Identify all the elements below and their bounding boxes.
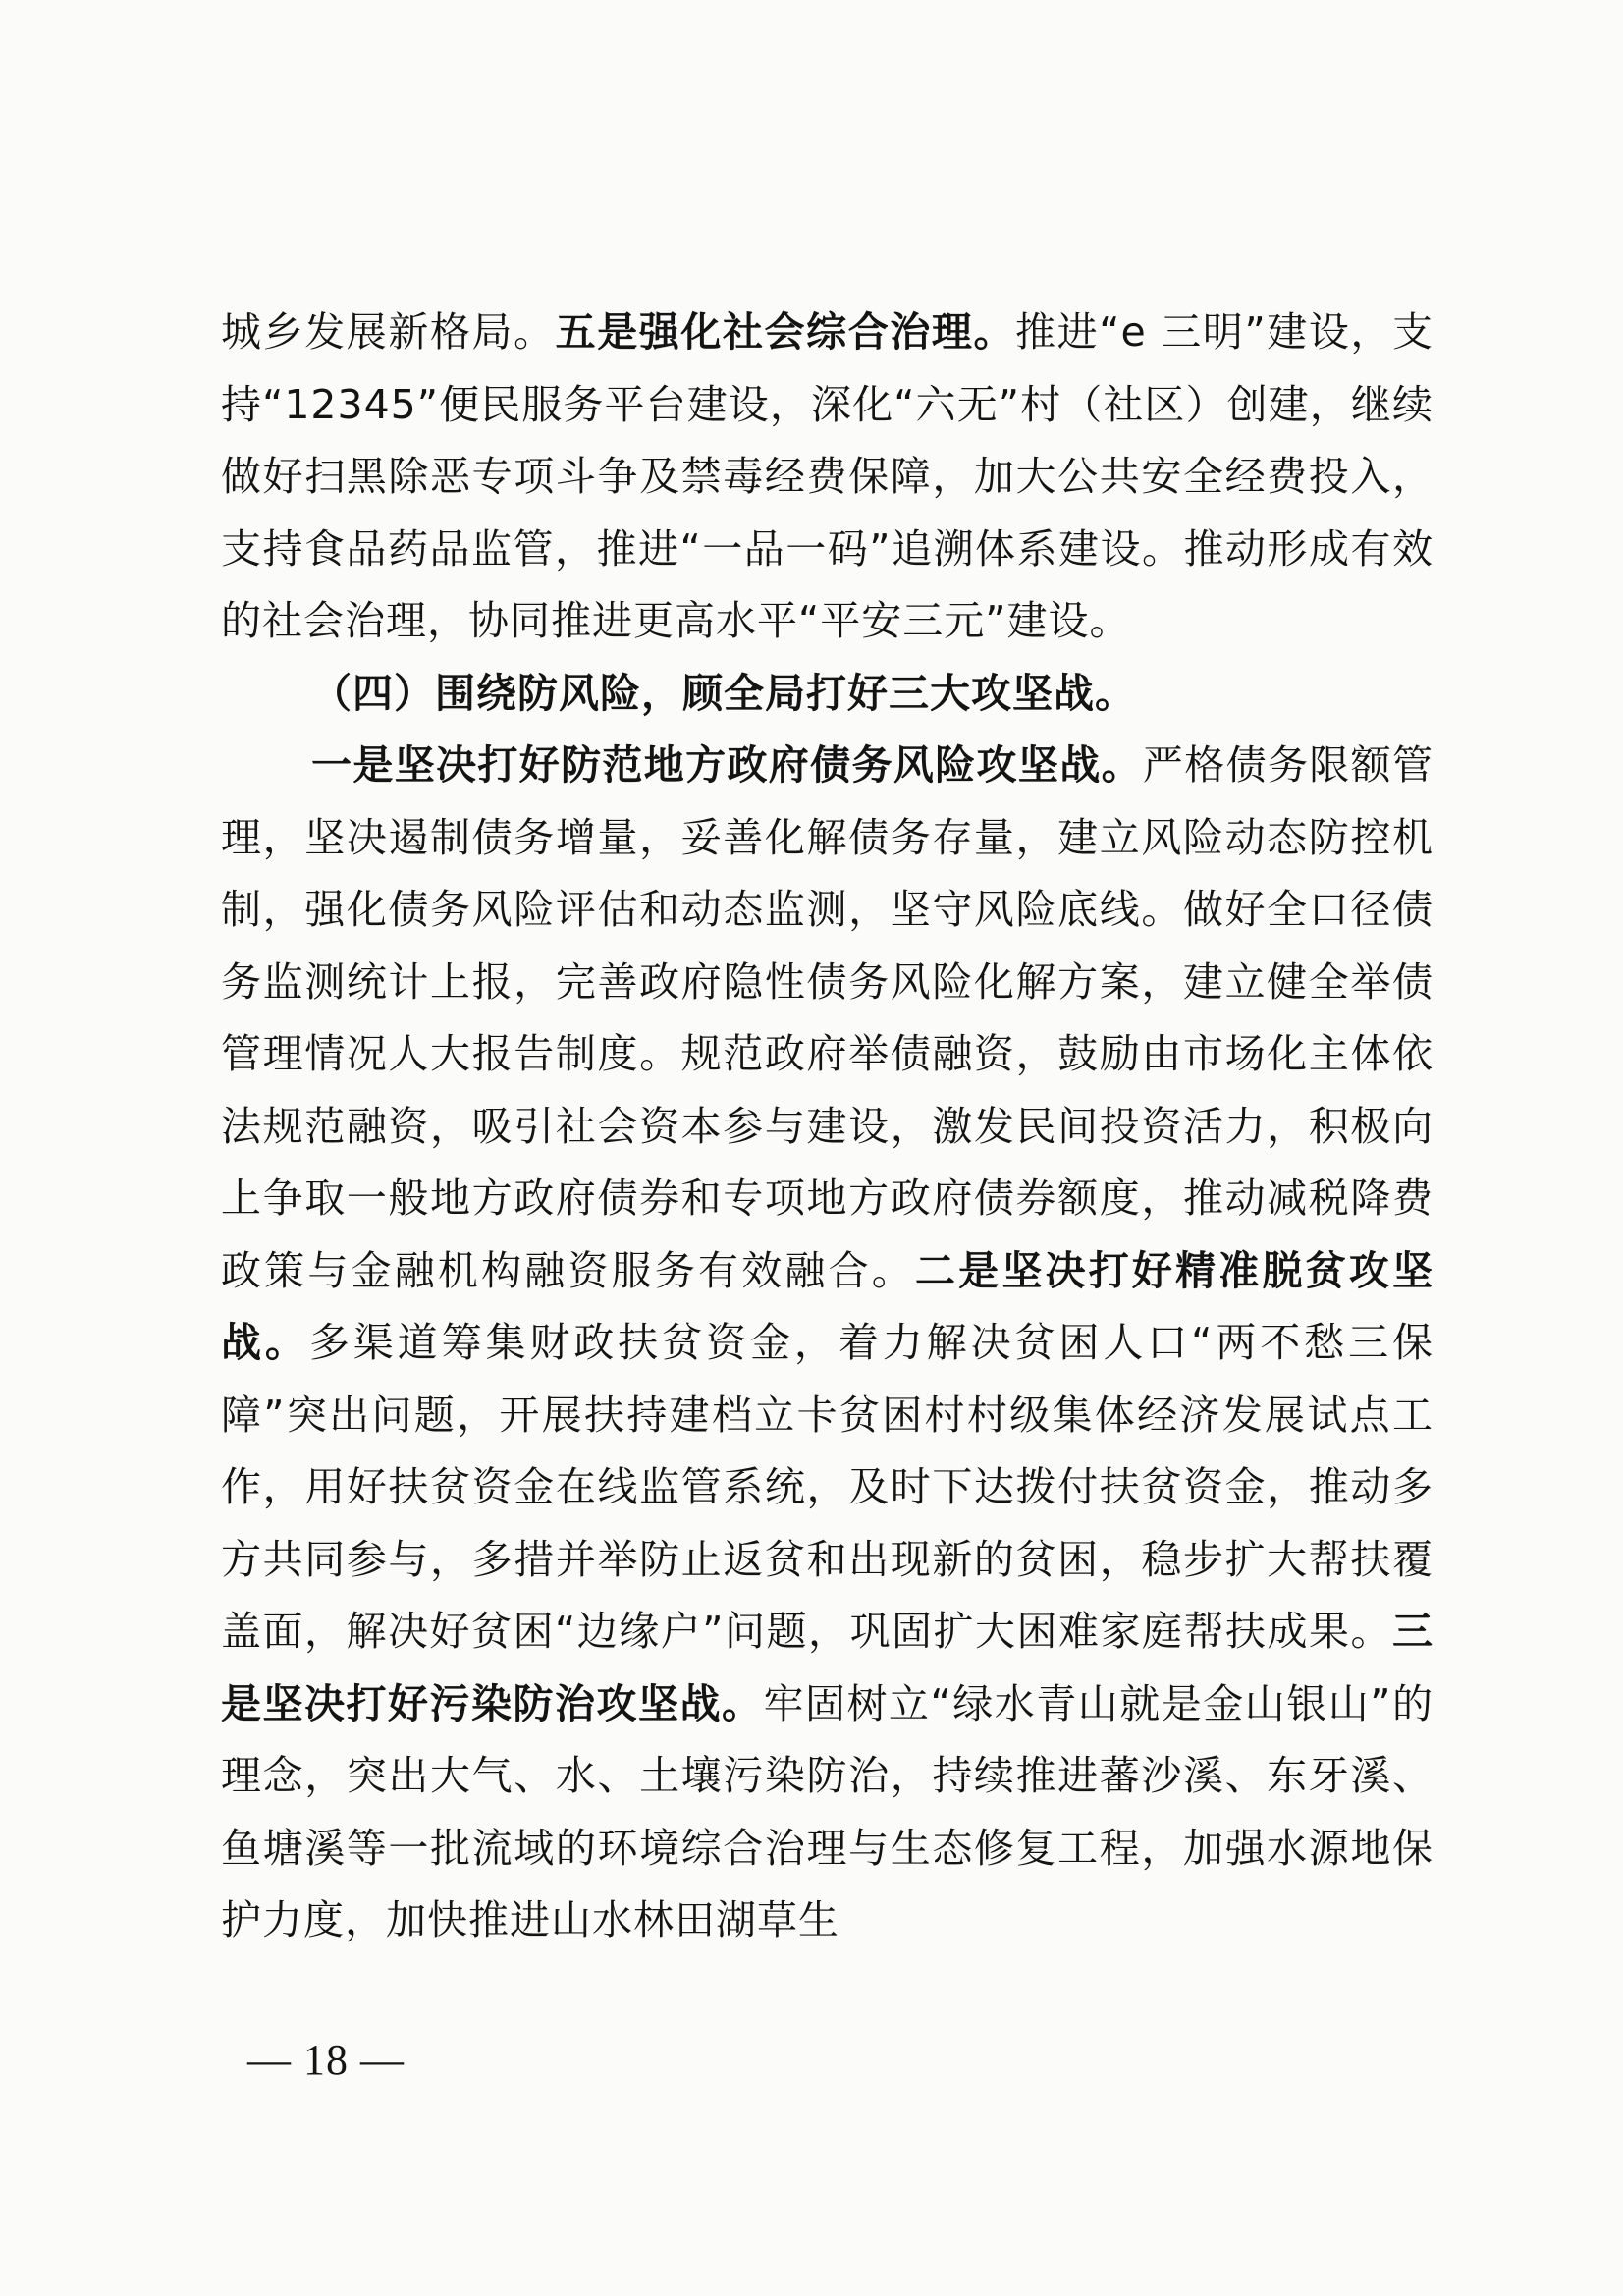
- text-segment: 牢固树立“绿水青山就是金山银山”的理念，突出大气、水、土壤污染防治，持续推进蕃沙溪、东牙溪、鱼塘溪等一批流域的环境综合治理与生态修复工程，加强水源地保护力度，加快推进山水林田湖草生: [221, 1679, 1434, 1943]
- bold-point-two: 二是坚决打好精准脱贫攻坚战。: [221, 1246, 1434, 1366]
- bold-point-three: 三是坚决打好污染防治攻坚战。: [221, 1608, 1434, 1727]
- paragraph-social-governance: [221, 297, 1434, 658]
- bold-point-one: 一是坚决打好防范地方政府债务风险攻坚战。: [311, 741, 1143, 789]
- page-number: — 18 —: [247, 2036, 405, 2084]
- body-text: [221, 297, 1434, 1957]
- bold-point-five: 五是强化社会综合治理。: [555, 308, 1016, 355]
- section-heading-four: （四）围绕防风险，顾全局打好三大攻坚战。: [311, 669, 1136, 717]
- text-segment: 严格债务限额管理，坚决遏制债务增量，妥善化解债务存量，建立风险动态防控机制，强化债务风险评估和动态监测，坚守风险底线。做好全口径债务监测统计上报，完善政府隐性债务风险化解方案，建立健全举债管理情况人大报告制度。规范政府举债融资，鼓励由市场化主体依法规范融资，吸引社会资本参与建设，激发民间投资活力，积极向上争取一般地方政府债券和专项地方政府债券额度，推动减税降费政策与金融机构融资服务有效融合。: [221, 741, 1434, 1294]
- text-segment: 推进“e 三明”建设，支持“12345”便民服务平台建设，深化“六无”村（社区）创建，继续做好扫黑除恶专项斗争及禁毒经费保障，加大公共安全经费投入，支持食品药品监管，推进“一品一码”追溯体系建设。推动形成有效的社会治理，协同推进更高水平“平安三元”建设。: [221, 308, 1434, 644]
- text-segment: 城乡发展新格局。: [221, 308, 556, 355]
- text-segment: 多渠道筹集财政扶贫资金，着力解决贫困人口“两不愁三保障”突出问题，开展扶持建档立卡贫困村村级集体经济发展试点工作，用好扶贫资金在线监管系统，及时下达拨付扶贫资金，推动多方共同参与，多措并举防止返贫和出现新的贫困，稳步扩大帮扶覆盖面，解决好贫困“边缘户”问题，巩固扩大困难家庭帮扶成果。: [221, 1319, 1434, 1655]
- paragraph-three-battles: [221, 730, 1434, 1957]
